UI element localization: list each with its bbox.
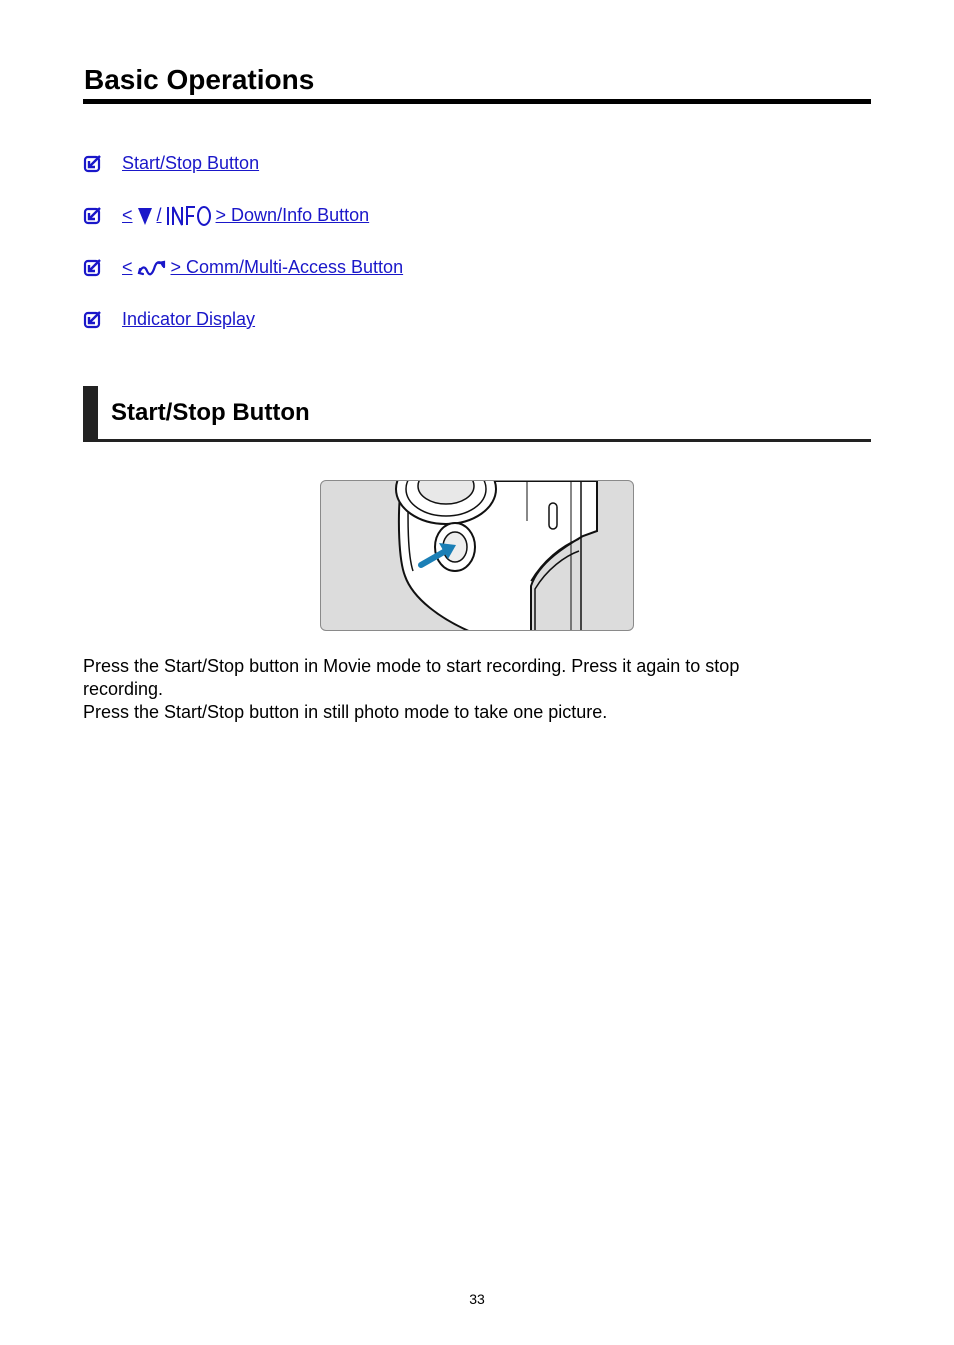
section-title: Start/Stop Button [111,399,310,426]
toc-item-comm [83,252,403,304]
page-number: 33 [469,1291,485,1307]
toc-link-prefix: < [122,205,133,225]
toc-link-label: > Comm/Multi-Access Button [170,257,404,277]
checkbox-arrow-icon [83,310,103,330]
toc-item-down-info [83,200,403,252]
info-icon [166,205,212,227]
section-rule [83,439,871,442]
toc-link-label: > Down/Info Button [215,205,370,225]
toc-link-down-info[interactable] [122,200,369,231]
body-paragraph: Press the Start/Stop button in Movie mode to start recording. Press it again to stop recording. [83,656,740,699]
page-title: Basic Operations [84,64,315,95]
table-of-contents [83,148,403,356]
comm-wave-icon [137,258,167,278]
checkbox-arrow-icon [83,206,103,226]
title-rule [83,99,871,104]
toc-link-prefix: < [122,257,133,277]
toc-link-start-stop[interactable]: Start/Stop Button [122,153,260,173]
body-paragraph: Press the Start/Stop button in still photo mode to take one picture. [83,702,608,722]
toc-item-indicator [83,304,403,356]
camera-illustration [320,480,634,631]
camera-start-stop-button-illustration [321,481,634,631]
section-body [83,655,803,724]
toc-link-indicator[interactable]: Indicator Display [122,309,256,329]
section-bar [83,386,98,442]
toc-item-start-stop [83,148,403,200]
toc-link-separator: / [156,205,162,225]
section-header [83,386,871,442]
down-triangle-icon [137,206,153,226]
toc-link-comm[interactable] [122,252,403,283]
checkbox-arrow-icon [83,154,103,174]
checkbox-arrow-icon [83,258,103,278]
